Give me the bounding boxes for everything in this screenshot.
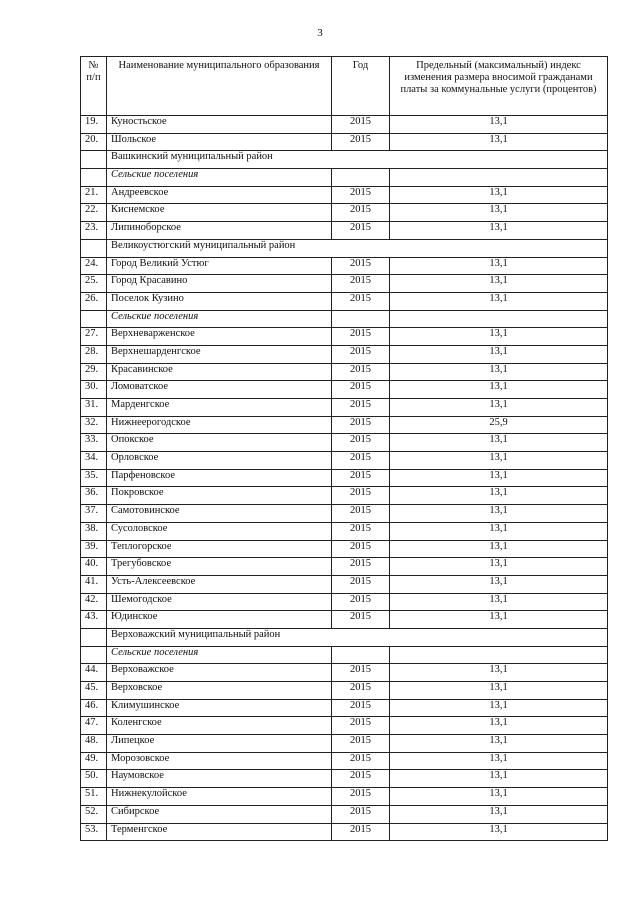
row-number: 49. [81, 752, 107, 770]
municipality-name: Нижнеерогодское [107, 416, 332, 434]
row-number: 45. [81, 682, 107, 700]
row-year: 2015 [332, 664, 390, 682]
row-year: 2015 [332, 416, 390, 434]
municipality-name: Город Красавино [107, 275, 332, 293]
table-row [81, 575, 608, 593]
row-number: 21. [81, 186, 107, 204]
row-number: 44. [81, 664, 107, 682]
row-index-value: 13,1 [390, 116, 608, 134]
empty-cell [332, 169, 390, 187]
table-row [81, 699, 608, 717]
row-year: 2015 [332, 399, 390, 417]
table-row [81, 558, 608, 576]
row-year: 2015 [332, 682, 390, 700]
row-year: 2015 [332, 558, 390, 576]
table-row [81, 717, 608, 735]
row-number: 53. [81, 823, 107, 841]
row-index-value: 13,1 [390, 682, 608, 700]
row-year: 2015 [332, 522, 390, 540]
subsection-heading-row [81, 310, 608, 328]
row-index-value: 13,1 [390, 699, 608, 717]
municipality-name: Марденгское [107, 399, 332, 417]
municipality-name: Ломоватское [107, 381, 332, 399]
table-row [81, 823, 608, 841]
row-number: 23. [81, 222, 107, 240]
row-index-value: 13,1 [390, 540, 608, 558]
row-number: 41. [81, 575, 107, 593]
municipality-name: Верховажское [107, 664, 332, 682]
row-index-value: 13,1 [390, 735, 608, 753]
municipality-name: Город Великий Устюг [107, 257, 332, 275]
subsection-heading-row [81, 169, 608, 187]
row-year: 2015 [332, 540, 390, 558]
subsection-heading-row [81, 646, 608, 664]
row-index-value: 13,1 [390, 788, 608, 806]
row-index-value: 13,1 [390, 257, 608, 275]
municipality-name: Климушинское [107, 699, 332, 717]
municipality-name: Наумовское [107, 770, 332, 788]
table-row [81, 399, 608, 417]
empty-cell [81, 310, 107, 328]
row-year: 2015 [332, 805, 390, 823]
row-year: 2015 [332, 363, 390, 381]
row-year: 2015 [332, 752, 390, 770]
municipality-name: Самотовинское [107, 505, 332, 523]
row-year: 2015 [332, 186, 390, 204]
municipality-name: Терменгское [107, 823, 332, 841]
row-number: 27. [81, 328, 107, 346]
empty-cell [332, 646, 390, 664]
municipality-name: Шемогодское [107, 593, 332, 611]
table-row [81, 805, 608, 823]
municipality-name: Шольское [107, 133, 332, 151]
row-number: 28. [81, 345, 107, 363]
row-index-value: 13,1 [390, 275, 608, 293]
row-index-value: 13,1 [390, 469, 608, 487]
table-row [81, 788, 608, 806]
table-row [81, 257, 608, 275]
table-row [81, 222, 608, 240]
header-name: Наименование муниципального образования [107, 57, 332, 116]
empty-cell [81, 151, 107, 169]
row-year: 2015 [332, 823, 390, 841]
row-year: 2015 [332, 328, 390, 346]
row-number: 26. [81, 292, 107, 310]
table-row [81, 345, 608, 363]
municipality-name: Коленгское [107, 717, 332, 735]
table-row [81, 505, 608, 523]
municipality-name: Опокское [107, 434, 332, 452]
municipality-name: Юдинское [107, 611, 332, 629]
row-index-value: 13,1 [390, 505, 608, 523]
row-index-value: 13,1 [390, 452, 608, 470]
table-row [81, 664, 608, 682]
header-index: Предельный (максимальный) индекс изменения размера вносимой гражданами платы за коммунальные услуги (процентов) [390, 57, 608, 116]
empty-cell [390, 310, 608, 328]
empty-cell [390, 169, 608, 187]
table-row [81, 204, 608, 222]
row-year: 2015 [332, 133, 390, 151]
tariff-index-table [80, 56, 608, 841]
row-number: 48. [81, 735, 107, 753]
row-year: 2015 [332, 434, 390, 452]
row-number: 38. [81, 522, 107, 540]
row-number: 39. [81, 540, 107, 558]
row-index-value: 13,1 [390, 805, 608, 823]
table-row [81, 434, 608, 452]
row-number: 42. [81, 593, 107, 611]
row-year: 2015 [332, 222, 390, 240]
municipality-name: Усть-Алексеевское [107, 575, 332, 593]
page-number: 3 [317, 27, 323, 39]
row-year: 2015 [332, 505, 390, 523]
row-year: 2015 [332, 469, 390, 487]
empty-cell [390, 646, 608, 664]
row-year: 2015 [332, 788, 390, 806]
row-number: 50. [81, 770, 107, 788]
row-number: 30. [81, 381, 107, 399]
row-index-value: 13,1 [390, 752, 608, 770]
row-index-value: 13,1 [390, 204, 608, 222]
municipality-name: Орловское [107, 452, 332, 470]
municipality-name: Верхневарженское [107, 328, 332, 346]
row-index-value: 13,1 [390, 186, 608, 204]
row-year: 2015 [332, 381, 390, 399]
municipality-name: Парфеновское [107, 469, 332, 487]
municipality-name: Киснемское [107, 204, 332, 222]
table-row [81, 416, 608, 434]
table-row [81, 186, 608, 204]
table-row [81, 275, 608, 293]
row-number: 47. [81, 717, 107, 735]
row-number: 20. [81, 133, 107, 151]
row-year: 2015 [332, 699, 390, 717]
municipality-name: Андреевское [107, 186, 332, 204]
row-number: 52. [81, 805, 107, 823]
row-number: 37. [81, 505, 107, 523]
row-index-value: 13,1 [390, 558, 608, 576]
table-row [81, 328, 608, 346]
municipality-name: Сибирское [107, 805, 332, 823]
row-index-value: 13,1 [390, 328, 608, 346]
municipality-name: Морозовское [107, 752, 332, 770]
row-year: 2015 [332, 593, 390, 611]
table-row [81, 381, 608, 399]
row-number: 40. [81, 558, 107, 576]
row-index-value: 25,9 [390, 416, 608, 434]
table-row [81, 735, 608, 753]
row-index-value: 13,1 [390, 611, 608, 629]
row-number: 22. [81, 204, 107, 222]
row-year: 2015 [332, 575, 390, 593]
row-number: 31. [81, 399, 107, 417]
row-year: 2015 [332, 487, 390, 505]
row-number: 35. [81, 469, 107, 487]
municipality-name: Сусоловское [107, 522, 332, 540]
row-number: 32. [81, 416, 107, 434]
empty-cell [81, 628, 107, 646]
row-index-value: 13,1 [390, 487, 608, 505]
row-year: 2015 [332, 204, 390, 222]
row-year: 2015 [332, 611, 390, 629]
row-year: 2015 [332, 257, 390, 275]
table-row [81, 522, 608, 540]
empty-cell [81, 169, 107, 187]
table-header-row [81, 57, 608, 116]
row-year: 2015 [332, 275, 390, 293]
row-number: 24. [81, 257, 107, 275]
municipality-name: Верхнешарденгское [107, 345, 332, 363]
municipality-name: Липецкое [107, 735, 332, 753]
row-year: 2015 [332, 292, 390, 310]
row-index-value: 13,1 [390, 664, 608, 682]
municipality-name: Поселок Кузино [107, 292, 332, 310]
table-row [81, 452, 608, 470]
row-number: 25. [81, 275, 107, 293]
table-row [81, 770, 608, 788]
row-index-value: 13,1 [390, 522, 608, 540]
table-row [81, 116, 608, 134]
row-number: 29. [81, 363, 107, 381]
row-index-value: 13,1 [390, 434, 608, 452]
district-heading-row [81, 151, 608, 169]
row-number: 19. [81, 116, 107, 134]
row-year: 2015 [332, 116, 390, 134]
municipality-name: Трегубовское [107, 558, 332, 576]
row-number: 36. [81, 487, 107, 505]
row-year: 2015 [332, 770, 390, 788]
table-row [81, 363, 608, 381]
header-number: № п/п [81, 57, 107, 116]
subsection-heading: Сельские поселения [107, 310, 332, 328]
table-row [81, 593, 608, 611]
row-index-value: 13,1 [390, 363, 608, 381]
table-row [81, 292, 608, 310]
row-number: 34. [81, 452, 107, 470]
municipality-name: Покровское [107, 487, 332, 505]
district-heading-row [81, 239, 608, 257]
row-index-value: 13,1 [390, 399, 608, 417]
row-index-value: 13,1 [390, 345, 608, 363]
district-heading: Великоустюгский муниципальный район [107, 239, 608, 257]
table-row [81, 487, 608, 505]
municipality-name: Нижнекулойское [107, 788, 332, 806]
table-row [81, 611, 608, 629]
row-index-value: 13,1 [390, 292, 608, 310]
row-year: 2015 [332, 345, 390, 363]
empty-cell [332, 310, 390, 328]
row-number: 46. [81, 699, 107, 717]
row-number: 51. [81, 788, 107, 806]
table-row [81, 682, 608, 700]
municipality-name: Верховское [107, 682, 332, 700]
row-index-value: 13,1 [390, 381, 608, 399]
table-row [81, 133, 608, 151]
table-row [81, 752, 608, 770]
municipality-name: Теплогорское [107, 540, 332, 558]
row-index-value: 13,1 [390, 133, 608, 151]
row-number: 43. [81, 611, 107, 629]
municipality-name: Красавинское [107, 363, 332, 381]
row-index-value: 13,1 [390, 717, 608, 735]
row-year: 2015 [332, 452, 390, 470]
row-index-value: 13,1 [390, 222, 608, 240]
row-year: 2015 [332, 735, 390, 753]
district-heading: Вашкинский муниципальный район [107, 151, 608, 169]
table-row [81, 469, 608, 487]
municipality-name: Липиноборское [107, 222, 332, 240]
district-heading: Верховажский муниципальный район [107, 628, 608, 646]
row-index-value: 13,1 [390, 593, 608, 611]
row-number: 33. [81, 434, 107, 452]
row-year: 2015 [332, 717, 390, 735]
empty-cell [81, 646, 107, 664]
row-index-value: 13,1 [390, 770, 608, 788]
district-heading-row [81, 628, 608, 646]
header-year: Год [332, 57, 390, 116]
municipality-name: Кунoстьское [107, 116, 332, 134]
subsection-heading: Сельские поселения [107, 646, 332, 664]
subsection-heading: Сельские поселения [107, 169, 332, 187]
row-index-value: 13,1 [390, 575, 608, 593]
row-index-value: 13,1 [390, 823, 608, 841]
empty-cell [81, 239, 107, 257]
table-row [81, 540, 608, 558]
